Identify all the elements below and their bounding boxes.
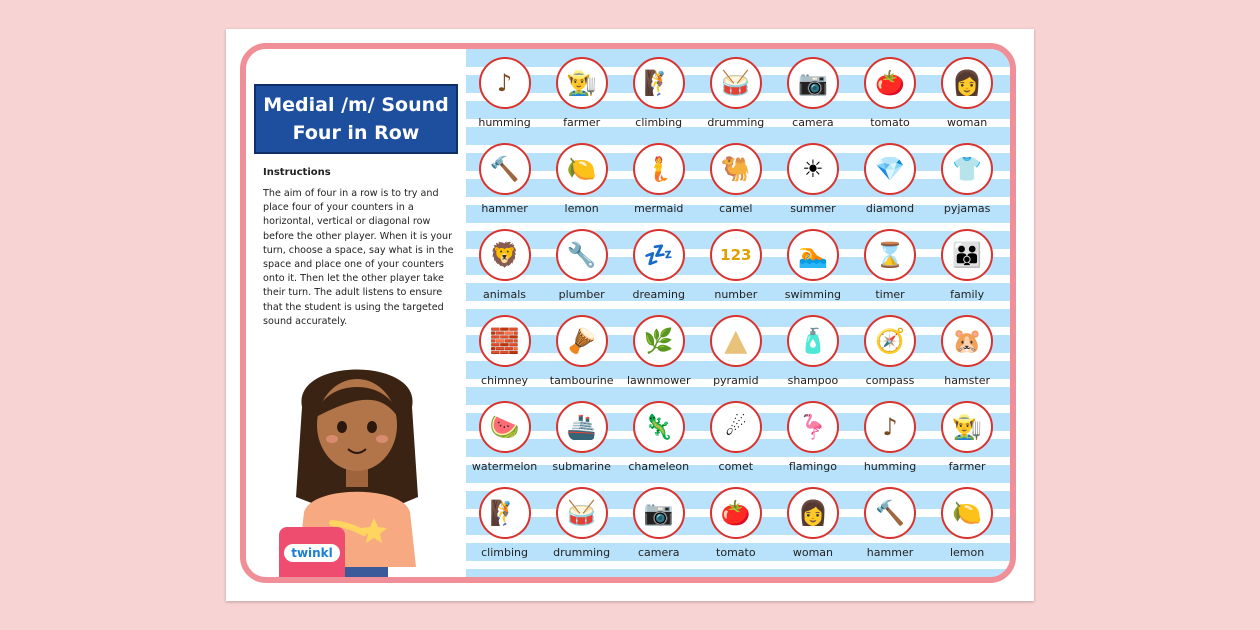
grid-cell-lawnmower[interactable] — [620, 315, 697, 401]
farmer-icon: 👨‍🌾 — [941, 401, 993, 453]
number-icon: 123 — [710, 229, 762, 281]
climbing-icon: 🧗 — [479, 487, 531, 539]
grid-cell-humming[interactable] — [466, 57, 543, 143]
grid-cell-pyjamas[interactable] — [929, 143, 1006, 229]
grid-cell-swimming[interactable] — [774, 229, 851, 315]
grid-cell-label: woman — [947, 116, 988, 129]
grid-cell-label: number — [714, 288, 758, 301]
pyramid-icon: ▲ — [710, 315, 762, 367]
drumming-icon: 🥁 — [556, 487, 608, 539]
hamster-icon: 🐹 — [941, 315, 993, 367]
grid-cell-farmer[interactable] — [929, 401, 1006, 487]
game-grid — [466, 57, 1014, 573]
grid-cell-label: drumming — [707, 116, 765, 129]
tomato-icon: 🍅 — [864, 57, 916, 109]
grid-cell-label: humming — [478, 116, 531, 129]
pyjamas-icon: 👕 — [941, 143, 993, 195]
game-grid-area — [466, 49, 1010, 577]
summer-icon: ☀ — [787, 143, 839, 195]
grid-cell-label: hamster — [944, 374, 990, 387]
grid-cell-submarine[interactable] — [543, 401, 620, 487]
grid-cell-tomato[interactable] — [697, 487, 774, 573]
farmer-icon: 👨‍🌾 — [556, 57, 608, 109]
comet-icon: ☄ — [710, 401, 762, 453]
grid-cell-tomato[interactable] — [851, 57, 928, 143]
grid-cell-tambourine[interactable] — [543, 315, 620, 401]
instructions-body: The aim of four in a row is to try and place four of your counters in a horizontal, vertical or diagonal row before the other player. When it is your turn, choose a space, say what is in the space and place one of your counters onto it. Then let the other player take their turn. The adult listens to ensure that the student is using the targeted sound accurately. — [263, 188, 454, 327]
grid-cell-animals[interactable] — [466, 229, 543, 315]
camera-icon: 📷 — [787, 57, 839, 109]
grid-cell-climbing[interactable] — [466, 487, 543, 573]
grid-cell-label: camel — [719, 202, 753, 215]
grid-cell-pyramid[interactable] — [697, 315, 774, 401]
diamond-icon: 💎 — [864, 143, 916, 195]
grid-cell-label: timer — [875, 288, 905, 301]
grid-cell-label: farmer — [563, 116, 601, 129]
grid-cell-watermelon[interactable] — [466, 401, 543, 487]
grid-cell-label: climbing — [635, 116, 683, 129]
grid-cell-drumming[interactable] — [697, 57, 774, 143]
grid-cell-diamond[interactable] — [851, 143, 928, 229]
chameleon-icon: 🦎 — [633, 401, 685, 453]
grid-cell-label: lemon — [949, 546, 985, 559]
grid-cell-label: swimming — [784, 288, 842, 301]
grid-cell-humming[interactable] — [851, 401, 928, 487]
grid-cell-label: family — [950, 288, 985, 301]
grid-cell-label: tomato — [716, 546, 756, 559]
tambourine-icon: 🪘 — [556, 315, 608, 367]
page-title — [254, 84, 458, 154]
watermelon-icon: 🍉 — [479, 401, 531, 453]
flamingo-icon: 🦩 — [787, 401, 839, 453]
grid-cell-camel[interactable] — [697, 143, 774, 229]
grid-cell-label: mermaid — [634, 202, 684, 215]
grid-cell-farmer[interactable] — [543, 57, 620, 143]
grid-cell-number[interactable] — [697, 229, 774, 315]
title-line-1: Medial /m/ Sound — [263, 94, 449, 116]
grid-cell-label: woman — [792, 546, 833, 559]
grid-cell-comet[interactable] — [697, 401, 774, 487]
grid-cell-camera[interactable] — [620, 487, 697, 573]
plumber-icon: 🔧 — [556, 229, 608, 281]
grid-cell-shampoo[interactable] — [774, 315, 851, 401]
grid-cell-climbing[interactable] — [620, 57, 697, 143]
grid-cell-camera[interactable] — [774, 57, 851, 143]
grid-cell-plumber[interactable] — [543, 229, 620, 315]
grid-cell-label: comet — [718, 460, 754, 473]
camel-icon: 🐫 — [710, 143, 762, 195]
grid-cell-label: hammer — [481, 202, 528, 215]
grid-cell-label: tambourine — [549, 374, 614, 387]
grid-cell-woman[interactable] — [929, 57, 1006, 143]
grid-cell-label: climbing — [481, 546, 528, 559]
grid-cell-label: chameleon — [628, 460, 690, 473]
grid-cell-hammer[interactable] — [466, 143, 543, 229]
twinkl-logo-text: twinkl — [284, 544, 340, 562]
grid-cell-dreaming[interactable] — [620, 229, 697, 315]
grid-cell-label: tomato — [870, 116, 910, 129]
lemon-icon: 🍋 — [556, 143, 608, 195]
grid-cell-chameleon[interactable] — [620, 401, 697, 487]
twinkl-logo — [279, 527, 345, 579]
grid-cell-label: dreaming — [632, 288, 685, 301]
submarine-icon: 🚢 — [556, 401, 608, 453]
board-frame — [240, 43, 1016, 583]
grid-cell-lemon[interactable] — [929, 487, 1006, 573]
hammer-icon: 🔨 — [864, 487, 916, 539]
grid-cell-label: diamond — [865, 202, 915, 215]
shampoo-icon: 🧴 — [787, 315, 839, 367]
tomato-icon: 🍅 — [710, 487, 762, 539]
camera-icon: 📷 — [633, 487, 685, 539]
grid-cell-label: hammer — [866, 546, 914, 559]
grid-cell-label: shampoo — [787, 374, 839, 387]
worksheet — [226, 29, 1034, 601]
grid-cell-compass[interactable] — [851, 315, 928, 401]
instructions-heading: Instructions — [263, 167, 331, 178]
grid-cell-label: farmer — [948, 460, 986, 473]
grid-cell-timer[interactable] — [851, 229, 928, 315]
grid-cell-drumming[interactable] — [543, 487, 620, 573]
grid-cell-label: chimney — [481, 374, 529, 387]
grid-cell-summer[interactable] — [774, 143, 851, 229]
compass-icon: 🧭 — [864, 315, 916, 367]
grid-cell-label: drumming — [553, 546, 611, 559]
grid-cell-lemon[interactable] — [543, 143, 620, 229]
grid-cell-chimney[interactable] — [466, 315, 543, 401]
family-icon: 👪 — [941, 229, 993, 281]
lemon-icon: 🍋 — [941, 487, 993, 539]
grid-cell-label: humming — [863, 460, 917, 473]
left-panel — [246, 49, 466, 577]
climbing-icon: 🧗 — [633, 57, 685, 109]
dreaming-icon: 💤 — [633, 229, 685, 281]
grid-cell-label: plumber — [558, 288, 605, 301]
grid-cell-woman[interactable] — [774, 487, 851, 573]
mermaid-icon: 🧜 — [633, 143, 685, 195]
grid-cell-hamster[interactable] — [929, 315, 1006, 401]
animals-icon: 🦁 — [479, 229, 531, 281]
grid-cell-label: animals — [483, 288, 527, 301]
grid-cell-mermaid[interactable] — [620, 143, 697, 229]
woman-icon: 👩 — [787, 487, 839, 539]
grid-cell-label: pyramid — [713, 374, 759, 387]
humming-icon: ♪ — [864, 401, 916, 453]
woman-icon: 👩 — [941, 57, 993, 109]
grid-cell-label: lemon — [564, 202, 599, 215]
grid-cell-label: lawnmower — [626, 374, 691, 387]
grid-cell-label: watermelon — [471, 460, 538, 473]
grid-cell-label: pyjamas — [943, 202, 991, 215]
chimney-icon: 🧱 — [479, 315, 531, 367]
grid-cell-flamingo[interactable] — [774, 401, 851, 487]
humming-icon: ♪ — [479, 57, 531, 109]
grid-cell-label: summer — [790, 202, 836, 215]
timer-icon: ⌛ — [864, 229, 916, 281]
drumming-icon: 🥁 — [710, 57, 762, 109]
lawnmower-icon: 🌿 — [633, 315, 685, 367]
title-line-2: Four in Row — [292, 122, 420, 144]
grid-cell-label: camera — [637, 546, 680, 559]
grid-cell-label: submarine — [552, 460, 611, 473]
grid-cell-label: flamingo — [788, 460, 837, 473]
swimming-icon: 🏊 — [787, 229, 839, 281]
grid-cell-label: compass — [865, 374, 915, 387]
grid-cell-hammer[interactable] — [851, 487, 928, 573]
grid-cell-family[interactable] — [929, 229, 1006, 315]
hammer-icon: 🔨 — [479, 143, 531, 195]
grid-cell-label: camera — [792, 116, 834, 129]
